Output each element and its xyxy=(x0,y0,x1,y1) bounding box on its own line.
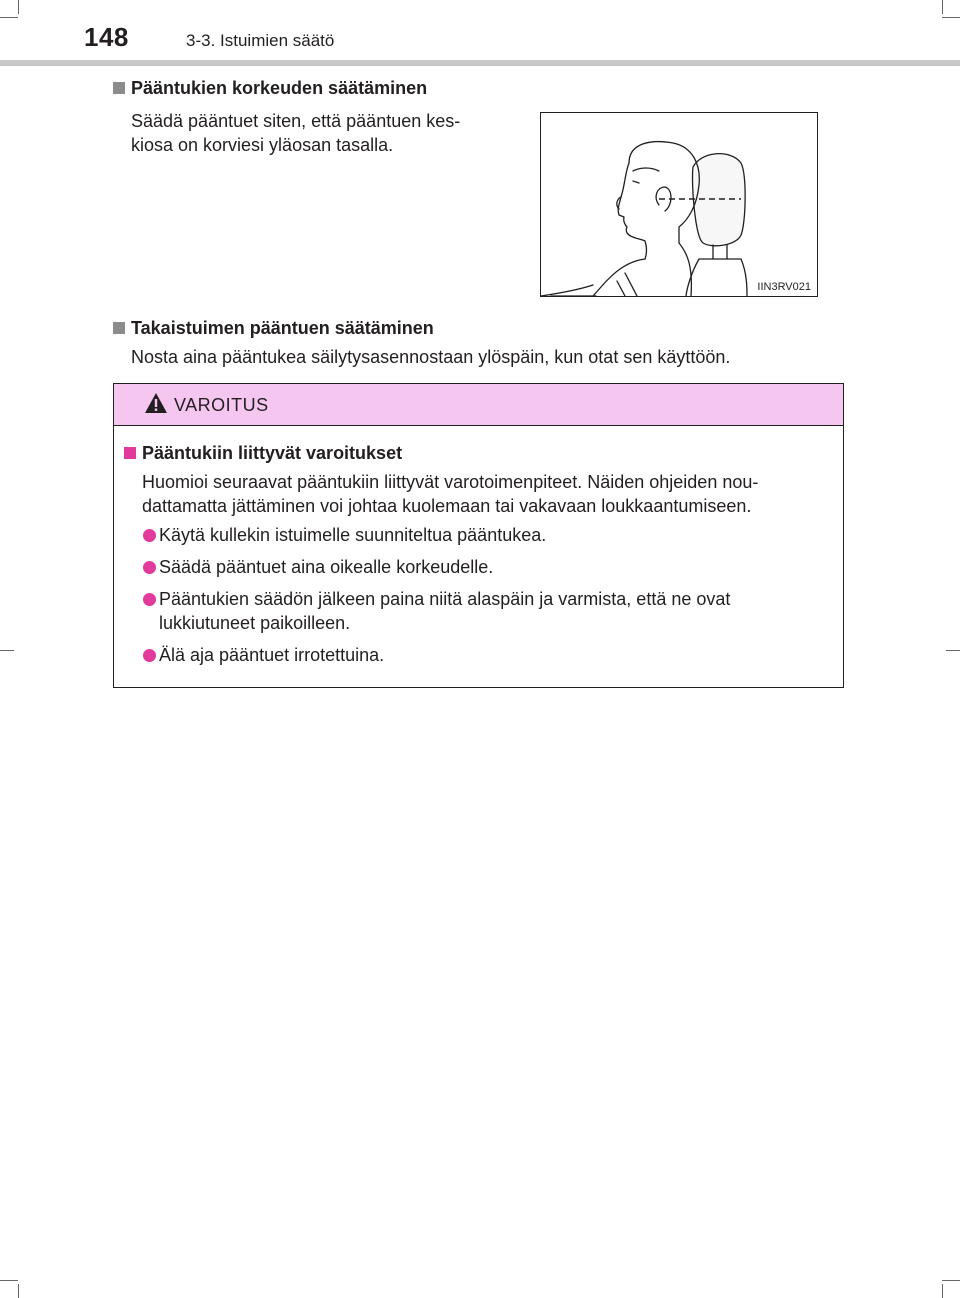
crop-mark xyxy=(942,0,943,14)
rear-headrest-text: Nosta aina pääntukea säilytysasennostaan ylöspäin, kun otat sen käyttöön. xyxy=(131,347,731,367)
warning-bullet: Käytä kullekin istuimelle suunniteltua pääntukea. xyxy=(159,525,547,545)
warning-triangle-icon xyxy=(144,392,168,414)
headrest-height-text: Säädä pääntuet siten, että pääntuen kes- kiosa on korviesi yläosan tasalla. xyxy=(131,111,461,155)
heading-square-icon xyxy=(113,322,125,334)
heading-text: Pääntukien korkeuden säätäminen xyxy=(131,78,428,98)
crop-mark xyxy=(18,1284,19,1298)
warning-intro: Huomioi seuraavat pääntukiin liittyvät varotoimenpiteet. Näiden ohjeiden nou- dattamatta jättäminen voi johtaa kuolemaan tai vakavaan loukkaantumiseen. xyxy=(142,472,759,516)
warning-bullet: Pääntukien säädön jälkeen paina niitä alaspäin ja varmista, että ne ovat lukkiutuneet paikoilleen. xyxy=(159,589,731,633)
head-headrest-drawing xyxy=(541,113,817,296)
warning-header xyxy=(114,384,843,426)
warning-label: VAROITUS xyxy=(174,395,269,415)
crop-mark xyxy=(942,1280,960,1281)
bullet-dot-icon xyxy=(143,593,156,606)
warning-box xyxy=(113,383,844,688)
heading-square-icon xyxy=(124,447,136,459)
crop-mark xyxy=(942,17,960,18)
crop-mark xyxy=(946,650,960,651)
section-heading-headrest-height xyxy=(113,78,427,99)
heading-text: Pääntukiin liittyvät varoitukset xyxy=(142,443,403,463)
heading-square-icon xyxy=(113,82,125,94)
warning-bullet: Säädä pääntuet aina oikealle korkeudelle. xyxy=(159,557,494,577)
crop-mark xyxy=(942,1284,943,1298)
headrest-illustration xyxy=(540,112,818,297)
crop-mark xyxy=(0,650,14,651)
warning-bullet: Älä aja pääntuet irrotettuina. xyxy=(159,645,385,665)
header-rule xyxy=(0,60,960,66)
warning-heading xyxy=(124,443,402,464)
bullet-dot-icon xyxy=(143,529,156,542)
crop-mark xyxy=(0,1280,18,1281)
heading-text: Takaistuimen pääntuen säätäminen xyxy=(131,318,434,338)
page-number: 148 xyxy=(84,22,129,52)
bullet-dot-icon xyxy=(143,649,156,662)
section-title: 3-3. Istuimien säätö xyxy=(186,31,335,50)
crop-mark xyxy=(0,17,18,18)
figure-code: IIN3RV021 xyxy=(757,281,811,293)
bullet-dot-icon xyxy=(143,561,156,574)
section-heading-rear-headrest xyxy=(113,318,434,339)
crop-mark xyxy=(18,0,19,14)
